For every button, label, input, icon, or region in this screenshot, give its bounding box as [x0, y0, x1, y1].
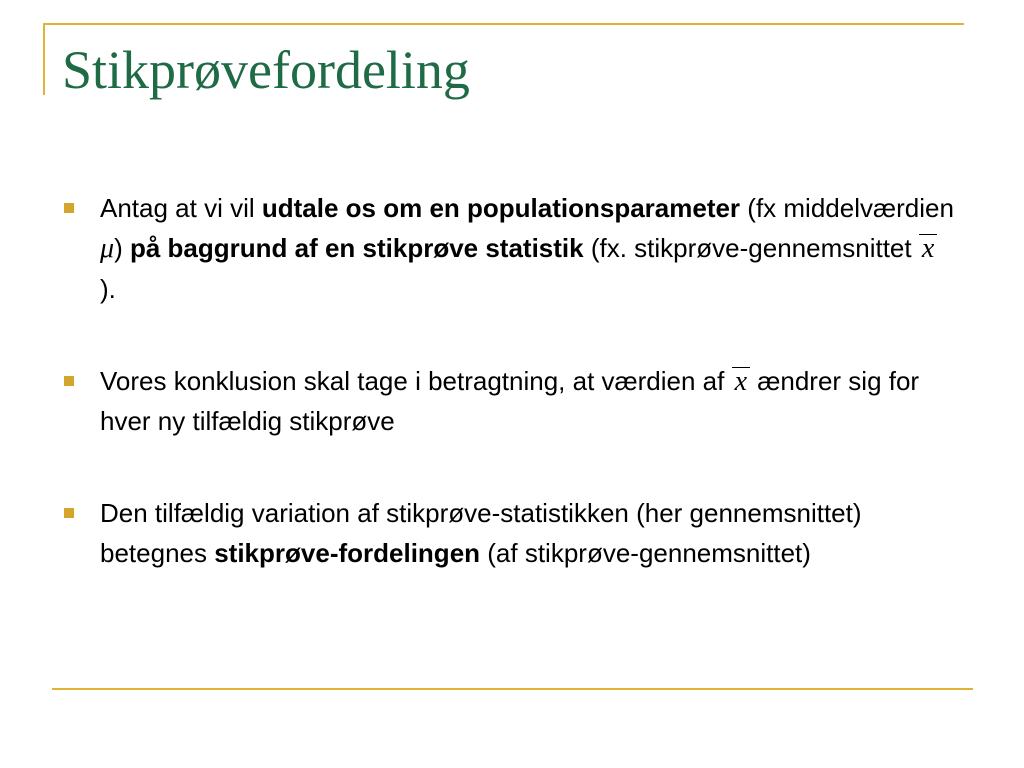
bullet-text [100, 498, 862, 568]
bullet-item-2 [60, 361, 960, 441]
mu-symbol: μ [100, 233, 115, 264]
text-run: ). [100, 274, 116, 304]
top-rule [43, 23, 964, 25]
bullet-item-1 [60, 188, 960, 309]
text-run: (af stikprøve-gennemsnittet) [480, 538, 811, 568]
footer-rule [52, 688, 973, 690]
bold-text-run: på baggrund af en stikprøve statistik [129, 233, 584, 263]
text-run: Vores konklusion skal tage i betragtning, at værdien af [100, 366, 732, 396]
bold-text-run: stikprøve-fordelingen [214, 538, 481, 568]
left-rule [43, 23, 45, 95]
bullet-item-3 [60, 493, 960, 573]
text-run: ) [114, 233, 130, 263]
bullet-square-icon [64, 376, 74, 386]
bullet-text [100, 193, 954, 304]
x-bar-symbol: x [919, 234, 937, 263]
text-run: Antag at vi vil [100, 193, 262, 223]
text-run: (fx middelværdien [740, 193, 954, 223]
x-bar-symbol: x [732, 367, 750, 396]
slide-title: Stikprøvefordeling [62, 40, 470, 100]
text-run: Den tilfældig variation af stikprøve-statistikken (her gennemsnittet) betegnes [100, 498, 862, 568]
bullet-square-icon [64, 203, 74, 213]
bullet-square-icon [64, 508, 74, 518]
text-run: (fx. stikprøve-gennemsnittet [583, 233, 919, 263]
bold-text-run: udtale os om en populationsparameter [261, 193, 741, 223]
bullet-text [100, 366, 919, 436]
bullet-list [60, 188, 960, 625]
text-run: ændrer sig for hver ny tilfældig stikprøve [100, 366, 920, 436]
